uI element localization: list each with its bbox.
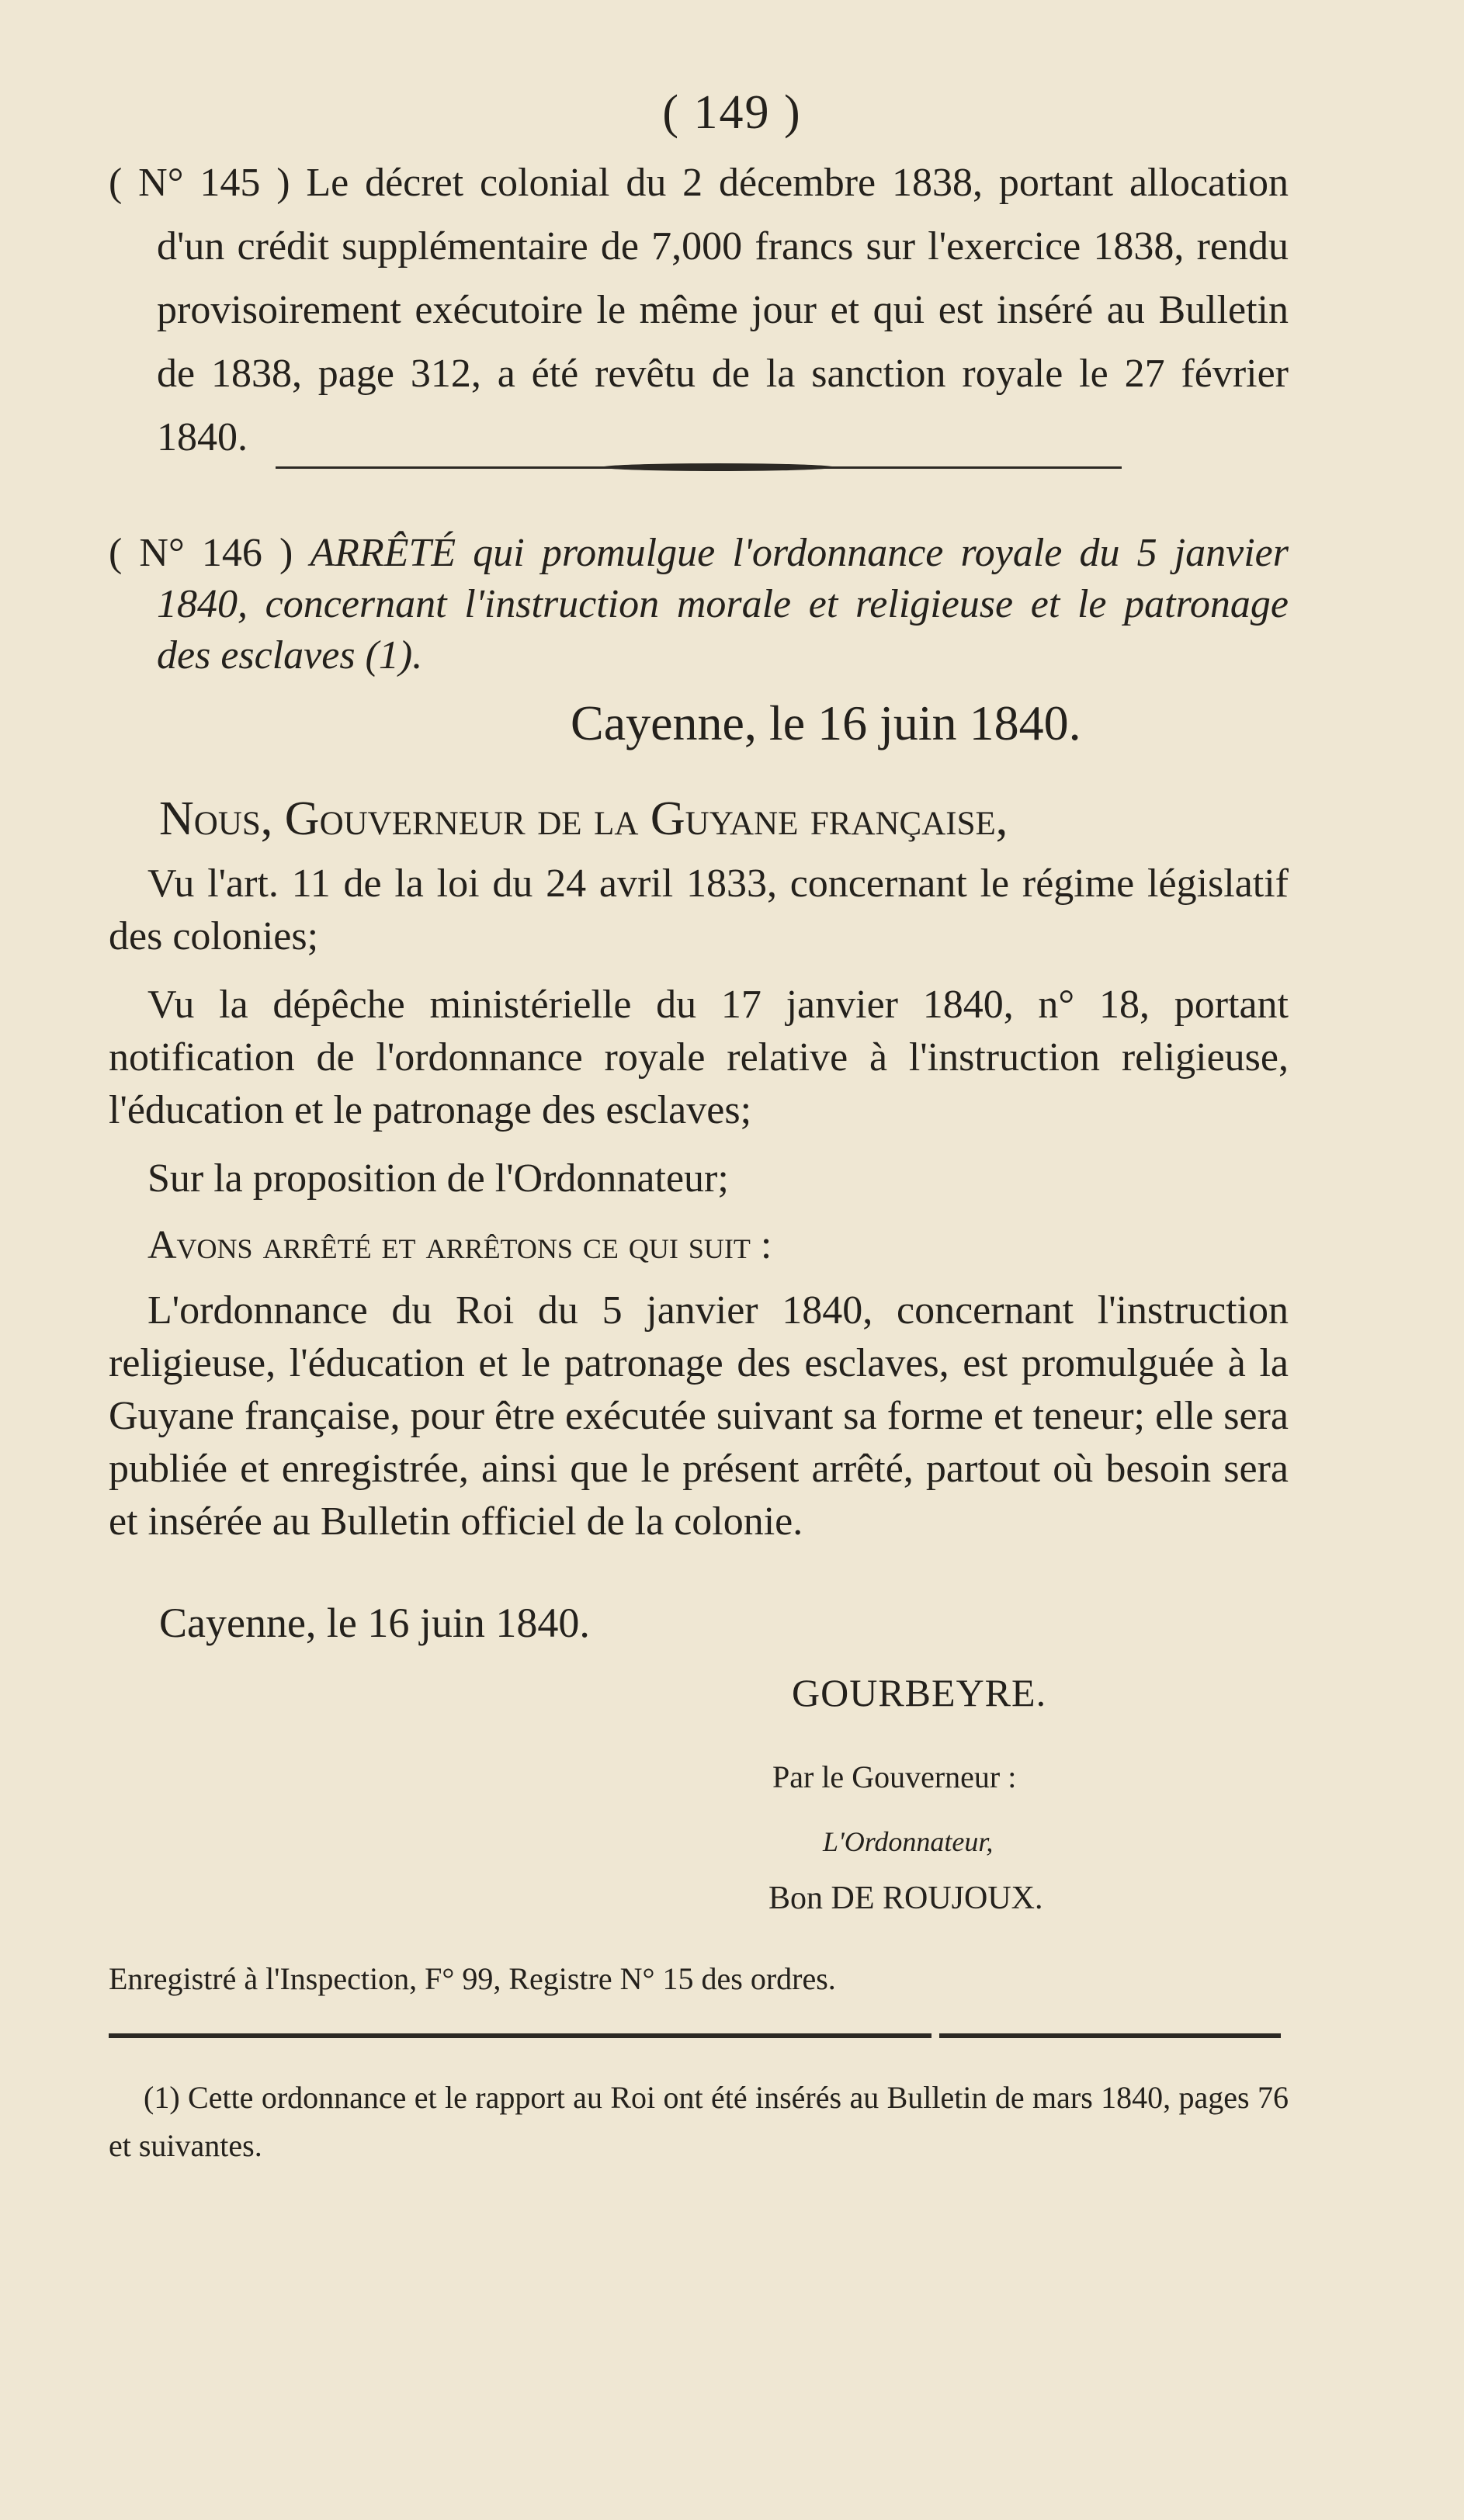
footnote-text: (1) Cette ordonnance et le rapport au Roi ont été insérés au Bulletin de mars 1840, pages 76 et suivantes.: [109, 2080, 1289, 2163]
preamble: Nous, Gouverneur de la Guyane française,: [159, 792, 1008, 845]
footnote-divider-right: [939, 2033, 1281, 2038]
ordonnateur-role: L'Ordonnateur,: [823, 1826, 994, 1857]
consideration-1: Vu l'art. 11 de la loi du 24 avril 1833, concernant le régime législatif des colonies;: [109, 861, 1289, 958]
page-number: ( 149 ): [662, 86, 802, 139]
footnote-divider: [109, 2033, 931, 2038]
notice-146-title: ARRÊTÉ qui promulgue l'ordonnance royale du 5 janvier 1840, concernant l'instruction morale et religieuse et le patronage des esclaves (1).: [157, 531, 1289, 678]
consideration-2: Vu la dépêche ministérielle du 17 janvier 1840, n° 18, portant notification de l'ordonnance royale relative à l'instruction religieuse, l'éducation et le patronage des esclaves;: [109, 983, 1289, 1132]
considerations: [109, 858, 1289, 1548]
notice-145: [109, 151, 1289, 470]
notice-146-label: ( N° 146 ): [109, 531, 293, 575]
consideration-4: Avons arrêté et arrêtons ce qui suit :: [147, 1223, 772, 1267]
consideration-3: Sur la proposition de l'Ordonnateur;: [147, 1156, 729, 1201]
notice-145-label: ( N° 145 ): [109, 161, 290, 205]
registration-line: Enregistré à l'Inspection, F° 99, Registre N° 15 des ordres.: [109, 1961, 836, 1996]
section-divider: [276, 463, 1122, 471]
place-date: Cayenne, le 16 juin 1840.: [571, 695, 1081, 750]
article-text: L'ordonnance du Roi du 5 janvier 1840, concernant l'instruction religieuse, l'éducation et le patronage des esclaves, est promulguée à la Guyane française, pour être exécutée suivant sa forme et teneur; elle sera publiée et enregistrée, ainsi que le présent arrêté, partout où besoin sera et insérée au Bulletin officiel de la colonie.: [109, 1288, 1289, 1544]
notice-145-text: Le décret colonial du 2 décembre 1838, portant allocation d'un crédit supplémentaire de 7,000 francs sur l'exercice 1838, rendu provisoirement exécutoire le même jour et qui est inséré au Bulletin de 1838, page 312, a été revêtu de la sanction royale le 27 février 1840.: [157, 161, 1289, 459]
by-order-line: Par le Gouverneur :: [772, 1759, 1017, 1794]
notice-146: [109, 528, 1289, 681]
governor-signature: GOURBEYRE.: [792, 1671, 1047, 1714]
closing-date: Cayenne, le 16 juin 1840.: [159, 1600, 590, 1646]
ordonnateur-signature: Bon DE ROUJOUX.: [768, 1880, 1043, 1916]
footnote: [109, 2074, 1289, 2170]
